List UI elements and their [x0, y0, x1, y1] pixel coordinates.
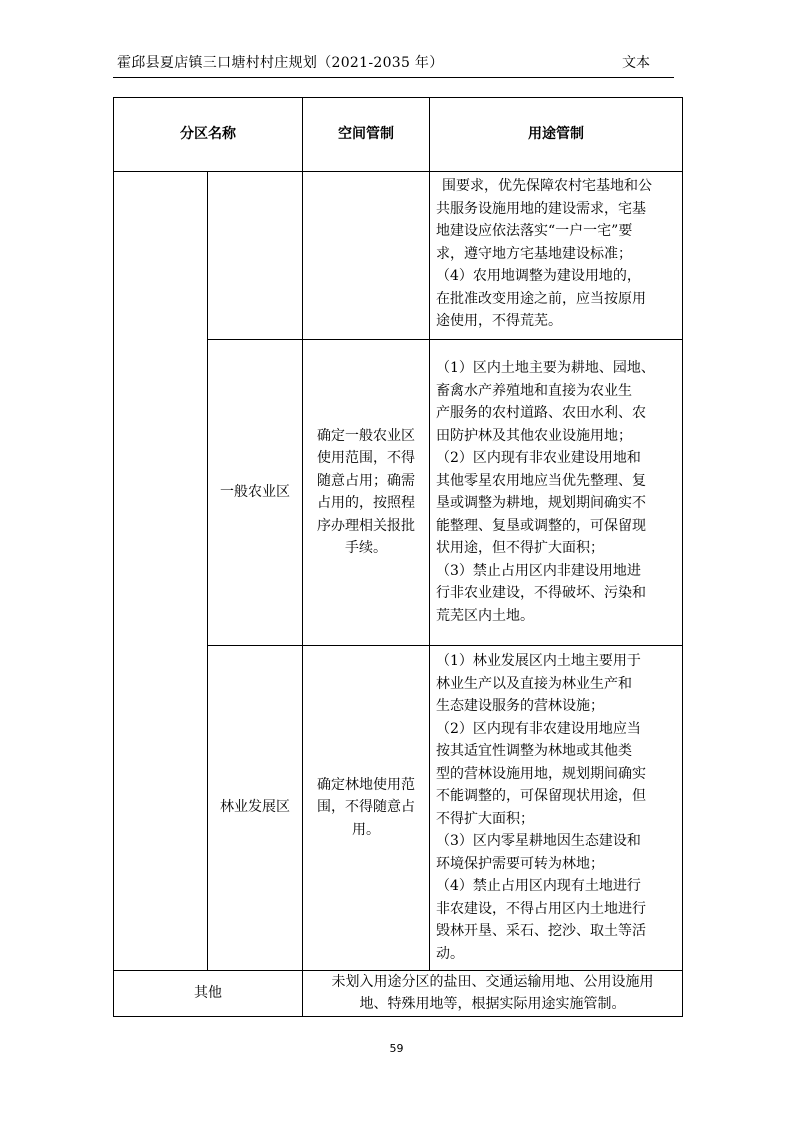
continuation-spatial-cell: [303, 172, 430, 340]
text-line: （2）区内现有非农建设用地应当: [436, 720, 641, 737]
table-row: [114, 172, 683, 340]
zoning-table: [113, 97, 683, 1017]
spatial-control-general-agriculture: [303, 339, 430, 645]
zone-name-forestry: 林业发展区: [208, 645, 303, 970]
text-line: 动。: [436, 945, 464, 962]
text-line: 田防护林及其他农业设施用地；: [436, 427, 632, 444]
text-line: 确定一般农业区: [317, 427, 415, 444]
text-line: （1）区内土地主要为耕地、园地、: [436, 360, 655, 376]
text-line: 求，遵守地方宅基地建设标准；: [436, 245, 632, 262]
text-line: 行非农业建设，不得破坏、污染和: [436, 585, 646, 601]
continuation-zone-cell: [208, 172, 303, 340]
spatial-control-forestry: [303, 645, 430, 970]
text-line: 能整理、复垦或调整的，可保留现: [436, 517, 646, 534]
document-title: 霍邱县夏店镇三口塘村村庄规划（2021-2035 年）: [117, 55, 444, 71]
text-line: （4）禁止占用区内现有土地进行: [436, 878, 641, 894]
text-line: 确定林地使用范: [317, 776, 415, 793]
text-line: 使用范围，不得: [317, 450, 415, 466]
text-line: 围，不得随意占: [317, 799, 415, 816]
text-line: 手续。: [345, 540, 387, 556]
zone-name-other: 其他: [114, 970, 303, 1016]
merged-zone-cell: [114, 172, 208, 971]
text-line: （3）区内零星耕地因生态建设和: [436, 833, 641, 849]
text-line: 不得扩大面积；: [436, 810, 534, 827]
zone-name-general-agriculture: 一般农业区: [208, 339, 303, 645]
text-line: 荒芜区内土地。: [436, 607, 534, 624]
text-line: 共服务设施用地的建设需求，宅基: [436, 200, 646, 217]
text-line: （4）农用地调整为建设用地的，: [436, 268, 641, 284]
text-line: 序办理相关报批: [317, 517, 415, 534]
text-line: 环境保护需要可转为林地；: [436, 855, 604, 872]
header-rule: [113, 77, 674, 78]
text-line: 毁林开垦、采石、挖沙、取土等活: [436, 923, 646, 939]
table-row: [114, 970, 683, 1016]
text-line: 状用途，但不得扩大面积；: [436, 540, 604, 556]
text-line: 生态建设服务的营林设施；: [436, 698, 604, 714]
document-type: 文本: [622, 55, 650, 71]
text-line: 随意占用；确需: [317, 472, 415, 489]
text-line: （1）林业发展区内土地主要用于: [436, 653, 641, 669]
text-line: 地、特殊用地等，根据实际用途实施管制。: [359, 996, 626, 1012]
table-header-row: [114, 98, 683, 172]
usage-control-other: [303, 970, 683, 1016]
usage-control-general-agriculture: [430, 339, 683, 645]
header-spatial-control: 空间管制: [303, 98, 430, 172]
text-line: 在批准改变用途之前，应当按原用: [436, 290, 646, 307]
text-line: 用。: [352, 821, 380, 838]
text-line: 未划入用途分区的盐田、交通运输用地、公用设施用: [331, 973, 654, 990]
page-number: 59: [389, 1042, 404, 1055]
text-line: 占用的，按照程: [317, 495, 415, 511]
text-line: 型的营林设施用地，规划期间确实: [436, 765, 646, 782]
text-line: 垦或调整为耕地，规划期间确实不: [436, 495, 646, 511]
text-line: 其他零星农用地应当优先整理、复: [436, 472, 646, 489]
text-line: （2）区内现有非农业建设用地和: [436, 450, 641, 466]
text-line: 林业生产以及直接为林业生产和: [436, 675, 632, 692]
text-line: 地建设应依法落实“一户一宅”要: [436, 223, 633, 239]
text-line: 畜禽水产养殖地和直接为农业生: [436, 382, 632, 399]
text-line: 途使用，不得荒芜。: [436, 313, 562, 329]
text-line: 非农建设，不得占用区内土地进行: [436, 900, 646, 917]
text-line: 围要求，优先保障农村宅基地和公: [442, 178, 652, 194]
usage-control-forestry: [430, 645, 683, 970]
text-line: 产服务的农村道路、农田水利、农: [436, 405, 646, 421]
header-zone-name: 分区名称: [114, 98, 303, 172]
text-line: （3）禁止占用区内非建设用地进: [436, 562, 641, 579]
text-line: 按其适宜性调整为林地或其他类: [436, 743, 632, 759]
continuation-usage-cell: [430, 172, 683, 340]
header-usage-control: 用途管制: [430, 98, 683, 172]
text-line: 不能调整的，可保留现状用途，但: [436, 788, 646, 804]
